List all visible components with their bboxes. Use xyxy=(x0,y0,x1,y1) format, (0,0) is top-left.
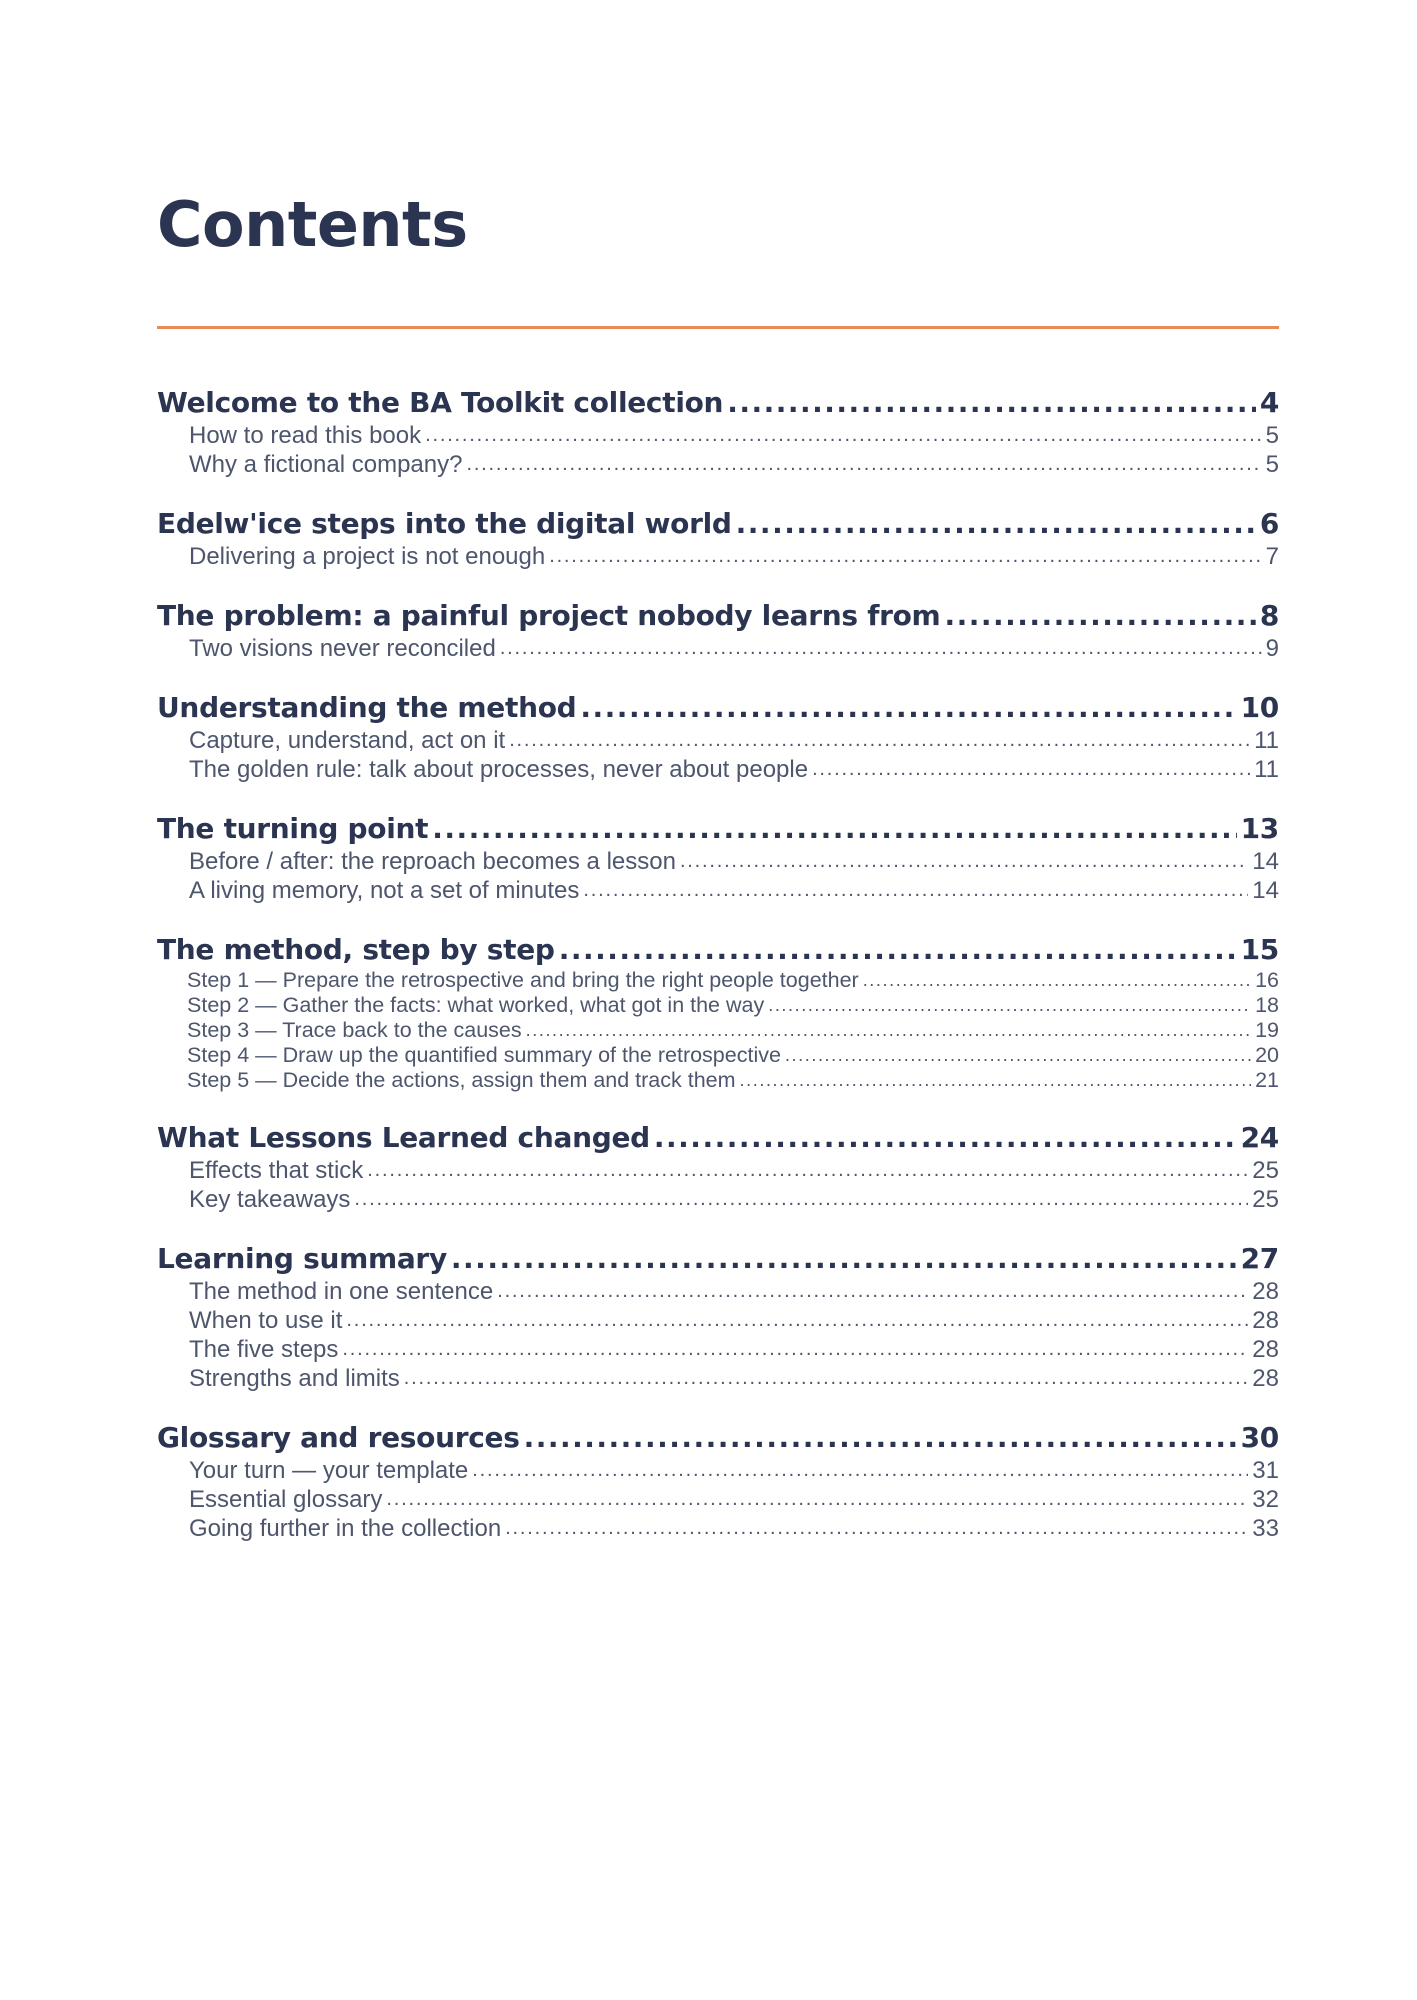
toc-entry[interactable] xyxy=(157,847,1279,876)
dot-leader xyxy=(342,1335,1248,1364)
toc-entry[interactable] xyxy=(157,1514,1279,1543)
toc-entry-title: The five steps xyxy=(189,1336,339,1363)
toc-entry[interactable] xyxy=(157,1306,1279,1335)
toc-entry[interactable] xyxy=(157,993,1279,1018)
toc-entry-title: Step 2 — Gather the facts: what worked, what got in the way xyxy=(187,993,765,1017)
toc-entry[interactable] xyxy=(157,968,1279,993)
dot-leader xyxy=(404,1364,1249,1393)
toc-chapter[interactable] xyxy=(157,1120,1279,1156)
toc-section xyxy=(157,690,1279,784)
dot-leader xyxy=(497,1277,1248,1306)
page-title: Contents xyxy=(157,188,468,261)
toc-entry[interactable] xyxy=(157,1364,1279,1393)
toc-section xyxy=(157,1241,1279,1393)
dot-leader xyxy=(583,876,1248,905)
section-spacer xyxy=(157,1393,1279,1420)
toc-chapter-title: Welcome to the BA Toolkit collection xyxy=(157,386,724,419)
toc-entry-page-number: 28 xyxy=(1252,1278,1279,1305)
toc-chapter-page-number: 4 xyxy=(1259,386,1279,419)
dot-leader xyxy=(425,421,1262,450)
section-spacer xyxy=(157,571,1279,598)
toc-chapter-page-number: 13 xyxy=(1240,812,1279,845)
toc-entry-page-number: 5 xyxy=(1265,422,1279,449)
dot-leader xyxy=(812,755,1250,784)
section-spacer xyxy=(157,905,1279,932)
toc-entry-page-number: 32 xyxy=(1252,1486,1279,1513)
toc-entry[interactable] xyxy=(157,542,1279,571)
section-spacer xyxy=(157,663,1279,690)
dot-leader xyxy=(386,1485,1248,1514)
toc-entry[interactable] xyxy=(157,1185,1279,1214)
toc-entry[interactable] xyxy=(157,1456,1279,1485)
section-spacer xyxy=(157,784,1279,811)
toc-entry[interactable] xyxy=(157,1068,1279,1093)
toc-entry-page-number: 18 xyxy=(1255,993,1279,1017)
toc-chapter-title: Glossary and resources xyxy=(157,1421,520,1454)
dot-leader xyxy=(472,1456,1248,1485)
dot-leader xyxy=(727,385,1256,421)
toc-chapter-page-number: 30 xyxy=(1240,1421,1279,1454)
toc-entry-page-number: 11 xyxy=(1254,756,1279,783)
toc-entry-title: Before / after: the reproach becomes a lesson xyxy=(189,848,676,875)
toc-section xyxy=(157,598,1279,663)
toc-entry-page-number: 28 xyxy=(1252,1307,1279,1334)
toc-entry[interactable] xyxy=(157,421,1279,450)
toc-chapter-page-number: 27 xyxy=(1240,1242,1279,1275)
toc-section xyxy=(157,1120,1279,1214)
toc-entry-title: Key takeaways xyxy=(189,1186,351,1213)
dot-leader xyxy=(524,1420,1237,1456)
toc-chapter[interactable] xyxy=(157,598,1279,634)
dot-leader xyxy=(432,811,1236,847)
toc-chapter-title: The method, step by step xyxy=(157,933,555,966)
toc-entry-page-number: 9 xyxy=(1265,635,1279,662)
toc-entry-page-number: 28 xyxy=(1252,1336,1279,1363)
toc-entry-title: Two visions never reconciled xyxy=(189,635,496,662)
toc-entry-title: The method in one sentence xyxy=(189,1278,494,1305)
toc-chapter-title: The problem: a painful project nobody learns from xyxy=(157,599,941,632)
toc-entry-page-number: 20 xyxy=(1255,1043,1279,1067)
toc-chapter[interactable] xyxy=(157,690,1279,726)
dot-leader xyxy=(549,542,1261,571)
toc-entry-page-number: 5 xyxy=(1265,451,1279,478)
toc-chapter[interactable] xyxy=(157,811,1279,847)
toc-entry[interactable] xyxy=(157,1043,1279,1068)
table-of-contents xyxy=(157,385,1279,1543)
toc-entry-page-number: 33 xyxy=(1252,1515,1279,1542)
dot-leader xyxy=(863,968,1251,993)
toc-entry[interactable] xyxy=(157,1018,1279,1043)
toc-entry[interactable] xyxy=(157,755,1279,784)
section-spacer xyxy=(157,1093,1279,1120)
toc-chapter-title: Learning summary xyxy=(157,1242,447,1275)
toc-entry-title: When to use it xyxy=(189,1307,343,1334)
toc-entry[interactable] xyxy=(157,1335,1279,1364)
toc-entry-title: Step 3 — Trace back to the causes xyxy=(187,1018,522,1042)
dot-leader xyxy=(559,932,1237,968)
title-divider xyxy=(157,326,1279,329)
dot-leader xyxy=(768,993,1251,1018)
toc-chapter[interactable] xyxy=(157,506,1279,542)
toc-entry-page-number: 19 xyxy=(1255,1018,1279,1042)
dot-leader xyxy=(944,598,1255,634)
toc-entry-title: A living memory, not a set of minutes xyxy=(189,877,580,904)
toc-entry-title: Effects that stick xyxy=(189,1157,364,1184)
toc-chapter-title: What Lessons Learned changed xyxy=(157,1121,650,1154)
toc-entry-title: Strengths and limits xyxy=(189,1365,400,1392)
toc-chapter-title: Understanding the method xyxy=(157,691,577,724)
toc-entry-page-number: 7 xyxy=(1265,543,1279,570)
toc-chapter-page-number: 6 xyxy=(1259,507,1279,540)
toc-entry-title: How to read this book xyxy=(189,422,422,449)
section-spacer xyxy=(157,1214,1279,1241)
dot-leader xyxy=(367,1156,1248,1185)
toc-section xyxy=(157,1420,1279,1543)
dot-leader xyxy=(680,847,1248,876)
toc-entry-title: Going further in the collection xyxy=(189,1515,502,1542)
toc-entry-page-number: 11 xyxy=(1254,727,1279,754)
toc-entry-page-number: 14 xyxy=(1252,877,1279,904)
dot-leader xyxy=(451,1241,1237,1277)
toc-chapter[interactable] xyxy=(157,932,1279,968)
toc-entry-title: The golden rule: talk about processes, never about people xyxy=(189,756,809,783)
toc-entry-title: Step 5 — Decide the actions, assign them and track them xyxy=(187,1068,736,1092)
toc-section xyxy=(157,506,1279,571)
dot-leader xyxy=(785,1043,1251,1068)
dot-leader xyxy=(736,506,1256,542)
dot-leader xyxy=(526,1018,1251,1043)
dot-leader xyxy=(500,634,1262,663)
dot-leader xyxy=(505,1514,1248,1543)
toc-entry-page-number: 25 xyxy=(1252,1186,1279,1213)
toc-entry[interactable] xyxy=(157,1156,1279,1185)
toc-chapter[interactable] xyxy=(157,385,1279,421)
toc-chapter[interactable] xyxy=(157,1420,1279,1456)
toc-entry-page-number: 21 xyxy=(1255,1068,1279,1092)
toc-entry-page-number: 14 xyxy=(1252,848,1279,875)
dot-leader xyxy=(654,1120,1237,1156)
dot-leader xyxy=(354,1185,1248,1214)
toc-entry[interactable] xyxy=(157,726,1279,755)
toc-entry-title: Your turn — your template xyxy=(189,1457,469,1484)
toc-entry-title: Why a fictional company? xyxy=(189,451,463,478)
toc-entry-page-number: 31 xyxy=(1252,1457,1279,1484)
dot-leader xyxy=(509,726,1250,755)
toc-entry-page-number: 28 xyxy=(1252,1365,1279,1392)
toc-section xyxy=(157,932,1279,1093)
toc-chapter-page-number: 8 xyxy=(1259,599,1279,632)
toc-entry-title: Step 4 — Draw up the quantified summary of the retrospective xyxy=(187,1043,781,1067)
toc-chapter-page-number: 10 xyxy=(1240,691,1279,724)
toc-entry-title: Step 1 — Prepare the retrospective and bring the right people together xyxy=(187,968,859,992)
toc-chapter-page-number: 15 xyxy=(1240,933,1279,966)
toc-chapter[interactable] xyxy=(157,1241,1279,1277)
toc-entry[interactable] xyxy=(157,450,1279,479)
section-spacer xyxy=(157,479,1279,506)
toc-chapter-title: Edelw'ice steps into the digital world xyxy=(157,507,732,540)
toc-entry[interactable] xyxy=(157,1485,1279,1514)
dot-leader xyxy=(740,1068,1252,1093)
toc-section xyxy=(157,385,1279,479)
toc-entry-page-number: 25 xyxy=(1252,1157,1279,1184)
toc-entry-title: Essential glossary xyxy=(189,1486,383,1513)
dot-leader xyxy=(580,690,1236,726)
dot-leader xyxy=(466,450,1261,479)
toc-entry[interactable] xyxy=(157,634,1279,663)
toc-chapter-title: The turning point xyxy=(157,812,429,845)
dot-leader xyxy=(346,1306,1248,1335)
toc-entry-title: Capture, understand, act on it xyxy=(189,727,506,754)
toc-entry[interactable] xyxy=(157,1277,1279,1306)
toc-entry[interactable] xyxy=(157,876,1279,905)
toc-chapter-page-number: 24 xyxy=(1240,1121,1279,1154)
toc-section xyxy=(157,811,1279,905)
toc-entry-page-number: 16 xyxy=(1255,968,1279,992)
toc-entry-title: Delivering a project is not enough xyxy=(189,543,546,570)
